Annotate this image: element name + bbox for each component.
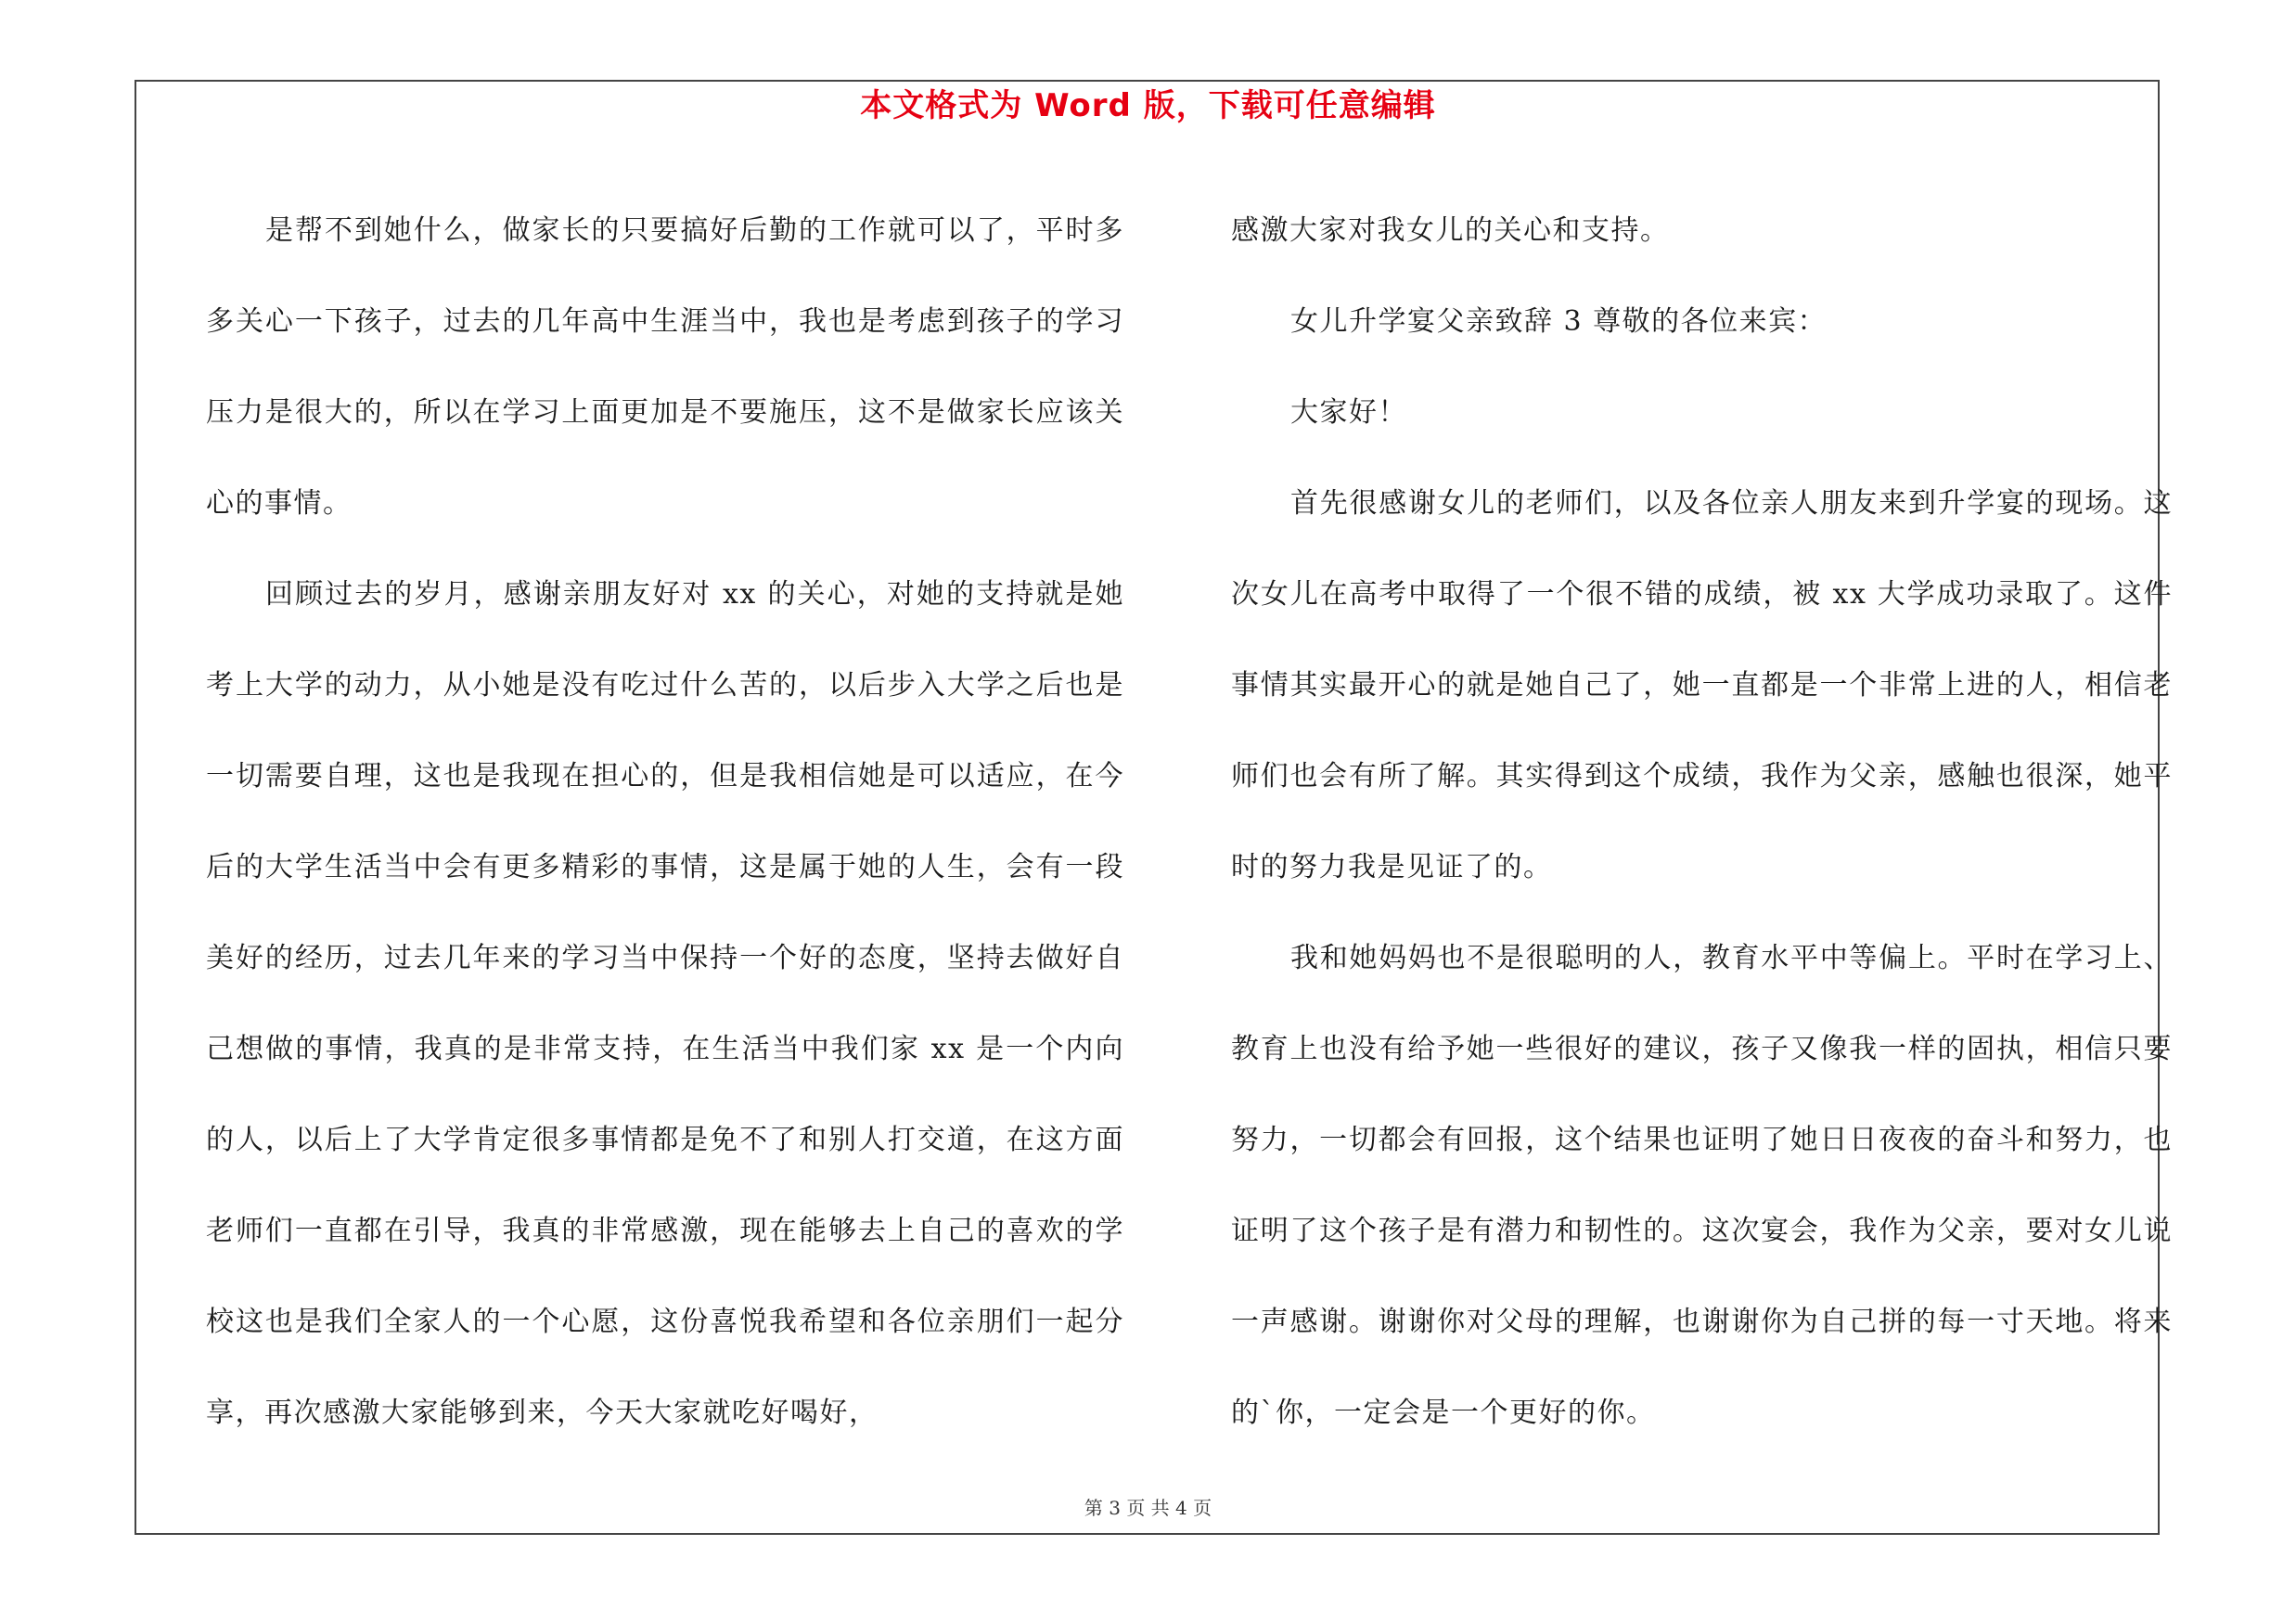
- right-continuation-line: 感激大家对我女儿的关心和支持。: [1231, 214, 1670, 247]
- left-column: [206, 186, 1124, 1459]
- greeting-line: 大家好！: [1290, 396, 1407, 429]
- word-format-banner: 本文格式为 Word 版，下载可任意编辑: [860, 87, 1436, 124]
- left-paragraph-1: 是帮不到她什么，做家长的只要搞好后勤的工作就可以了，平时多多关心一下孩子，过去的几年高中生涯当中，我也是考虑到孩子的学习压力是很大的，所以在学习上面更加是不要施压，这不是做家长应该关心的事情。: [206, 214, 1124, 520]
- right-paragraph-1: 首先很感谢女儿的老师们，以及各位亲人朋友来到升学宴的现场。这次女儿在高考中取得了一个很不错的成绩，被 xx 大学成功录取了。这件事情其实最开心的就是她自己了，她一直都是一个非常上进的人，相信老师们也会有所了解。其实得到这个成绩，我作为父亲，感触也很深，她平时的努力我是见证了的。: [1231, 487, 2173, 883]
- right-paragraph-2: 我和她妈妈也不是很聪明的人，教育水平中等偏上。平时在学习上、教育上也没有给予她一些很好的建议，孩子又像我一样的固执，相信只要努力，一切都会有回报，这个结果也证明了她日日夜夜的奋斗和努力，也证明了这个孩子是有潜力和韧性的。这次宴会，我作为父亲，要对女儿说一声感谢。谢谢你对父母的理解，也谢谢你为自己拼的每一寸天地。将来的`你，一定会是一个更好的你。: [1231, 942, 2173, 1429]
- left-paragraph-2: 回顾过去的岁月，感谢亲朋友好对 xx 的关心，对她的支持就是她考上大学的动力，从小她是没有吃过什么苦的，以后步入大学之后也是一切需要自理，这也是我现在担心的，但是我相信她是可以适应，在今后的大学生活当中会有更多精彩的事情，这是属于她的人生，会有一段美好的经历，过去几年来的学习当中保持一个好的态度，坚持去做好自己想做的事情，我真的是非常支持，在生活当中我们家 xx 是一个内向的人，以后上了大学肯定很多事情都是免不了和别人打交道，在这方面老师们一直都在引导，我真的非常感激，现在能够去上自己的喜欢的学校这也是我们全家人的一个心愿，这份喜悦我希望和各位亲朋们一起分享，再次感激大家能够到来，今天大家就吃好喝好，: [206, 578, 1124, 1429]
- right-column: [1231, 186, 2173, 1459]
- page-number-footer: 第 3 页 共 4 页: [1084, 1497, 1212, 1519]
- speech-heading: 女儿升学宴父亲致辞 3 尊敬的各位来宾：: [1290, 305, 1828, 338]
